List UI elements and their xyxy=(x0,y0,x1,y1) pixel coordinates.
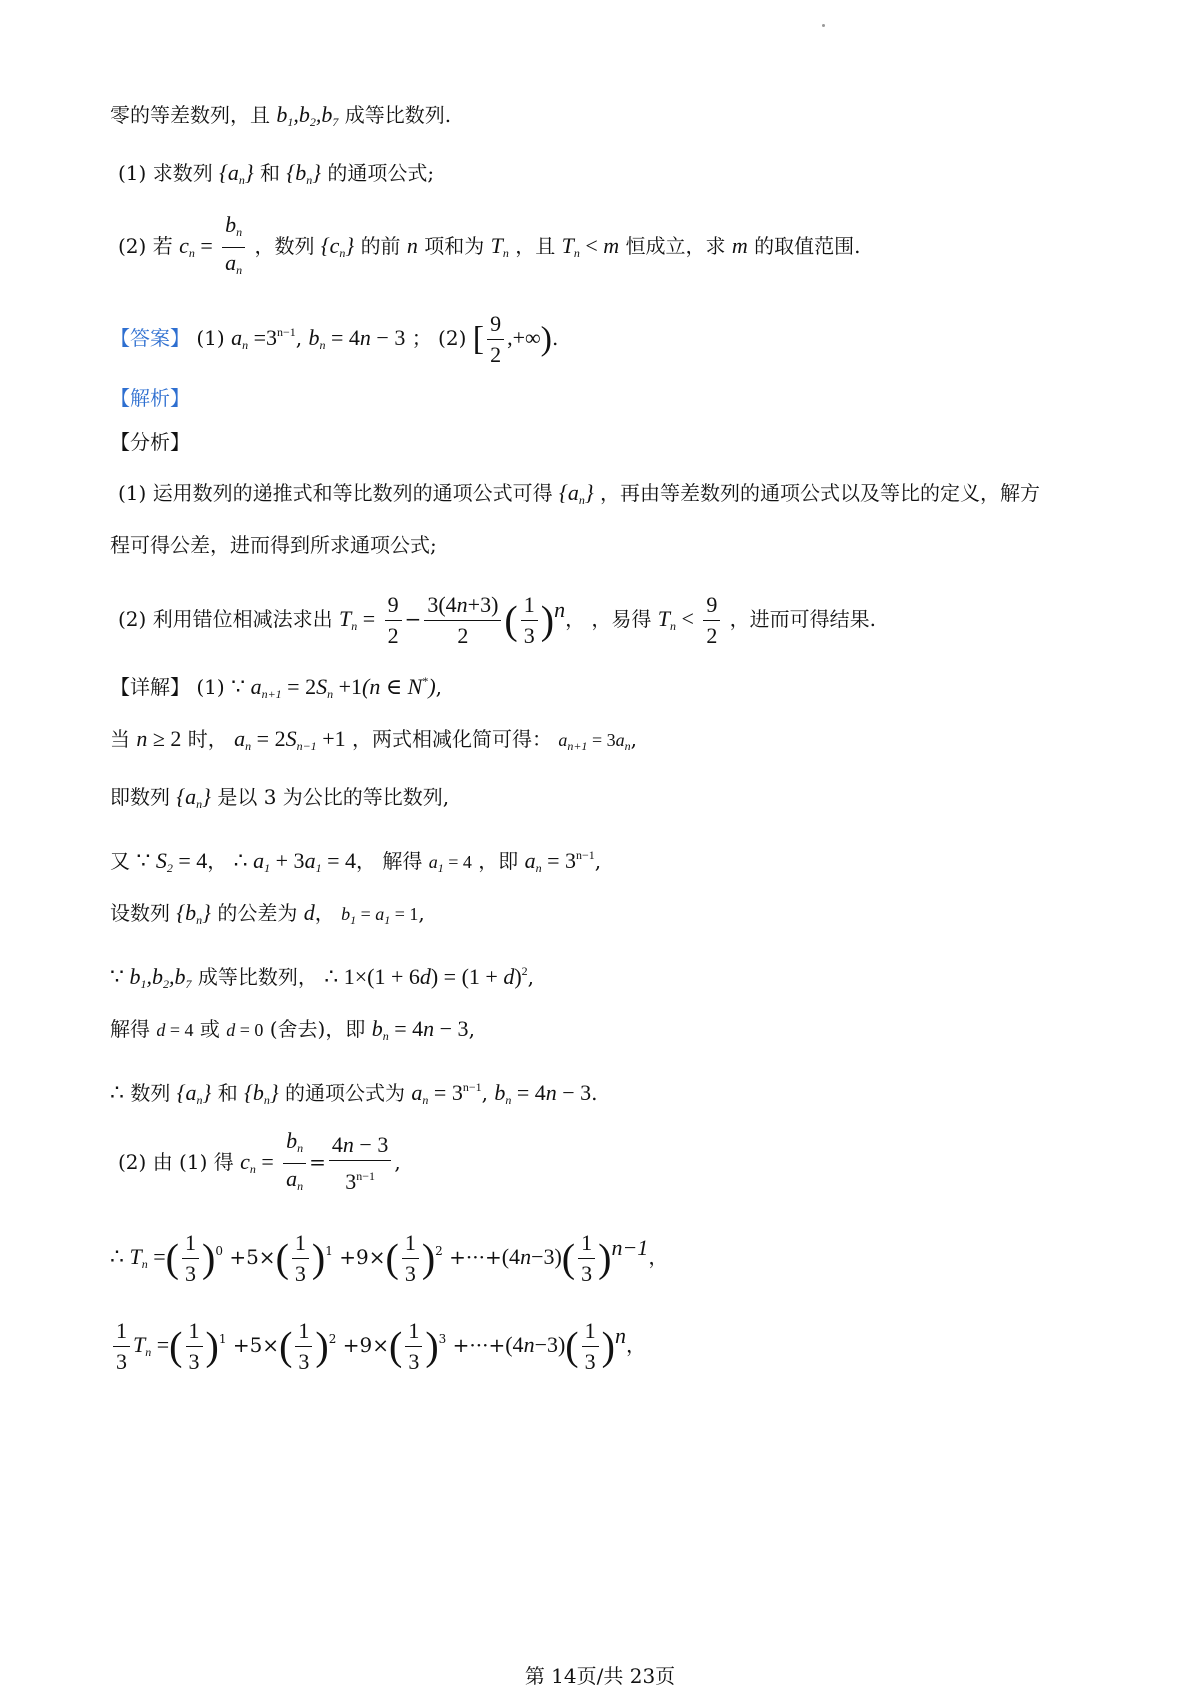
detail-7: 解得 d = 4 或 d = 0 (舍去)，即 $b_n = 4n - 3$, xyxy=(110,1016,475,1043)
detail-3: 即数列 $\{a_n\}$ 是以 3 为公比的等比数列, xyxy=(110,784,450,811)
fenxi-2: (2) 利用错位相减法求出 $T_n$ = $\frac{9}{2}$ − $\frac{3(4n+3)}{2}$ ( $\frac{1}{3}$ )$^n$， ，易得 $T_n$ < $\frac{9}{2}$ ，进而可得结果. xyxy=(118,592,877,648)
detail-6: ∵ $b_1,b_2,b_7$ 成等比数列， ∴ $1\times(1 + 6d) = (1 + d)^2$, xyxy=(110,964,535,991)
answer-line: 【答案】 (1) $a_n =3^{n-1}$, $b_n = 4n - 3$ ； (2) [ $\frac{9}{2}$ ,+∞). xyxy=(110,311,559,367)
detail-5: 设数列 $\{b_n\}$ 的公差为 d， $b_1 = a_1 = 1$, xyxy=(110,900,425,927)
detail-9: (2) 由 (1) 得 $c_n$ = $\frac{b_n}{a_n}$ = $\frac{4n - 3}{3^{n-1}}$ , xyxy=(118,1128,401,1194)
detail-10: ∴ $T_n$ =( $\frac{1}{3}$ )$^0$ +5×( $\frac{1}{3}$ )$^1$ +9×( $\frac{1}{3}$ )$^2$ +···+(4n−3)( $\frac{1}{3}$ )$^{n-1}$， xyxy=(110,1230,669,1286)
detail-4: 又 ∵ $S_2 = 4$， ∴ $a_1 + 3a_1 = 4$， 解得 $a_1 = 4$ ，即 $a_n = 3^{n-1}$, xyxy=(110,848,602,875)
question-2: (2) 若 $c_n$ = $\frac{b_n}{a_n}$ ，数列 $\{c_n\}$ 的前 n 项和为 $T_n$ ，且 $T_n < m$ 恒成立，求 m 的取值范围. xyxy=(118,212,861,277)
detail-2: 当 n ≥ 2 时， $a_n = 2S_{n-1} +1$ ，两式相减化简可得： $a_{n+1} = 3a_n$, xyxy=(110,726,637,753)
page-footer: 第 14页/共 23页 xyxy=(524,1664,676,1688)
fenxi-1-cont: 程可得公差，进而得到所求通项公式; xyxy=(110,533,437,557)
question-1: (1) 求数列 $\{a_n\}$ 和 $\{b_n\}$ 的通项公式; xyxy=(118,160,435,187)
fenxi-label: 【分析】 xyxy=(110,430,190,454)
corner-dot xyxy=(822,24,825,27)
detail-11: $\frac{1}{3}$ $T_n$ =( $\frac{1}{3}$ )$^1$ +5×( $\frac{1}{3}$ )$^2$ +9×( $\frac{1}{3}$ )$^3$ +···+(4n−3)( $\frac{1}{3}$ )$^n$， xyxy=(110,1304,646,1384)
detail-1: 【详解】 (1) ∵ $a_{n+1} = 2S_n +1(n$ ∈ N*), xyxy=(110,674,443,701)
detail-8: ∴ 数列 $\{a_n\}$ 和 $\{b_n\}$ 的通项公式为 $a_n = 3^{n-1}$, $b_n = 4n - 3$. xyxy=(110,1080,598,1107)
fenxi-1: (1) 运用数列的递推式和等比数列的通项公式可得 $\{a_n\}$ ，再由等差数列的通项公式以及等比的定义，解方 xyxy=(118,480,1041,507)
analysis-label: 【解析】 xyxy=(110,386,190,410)
header-line: 零的等差数列，且 $b_1,b_2,b_7$ 成等比数列. xyxy=(110,102,452,129)
